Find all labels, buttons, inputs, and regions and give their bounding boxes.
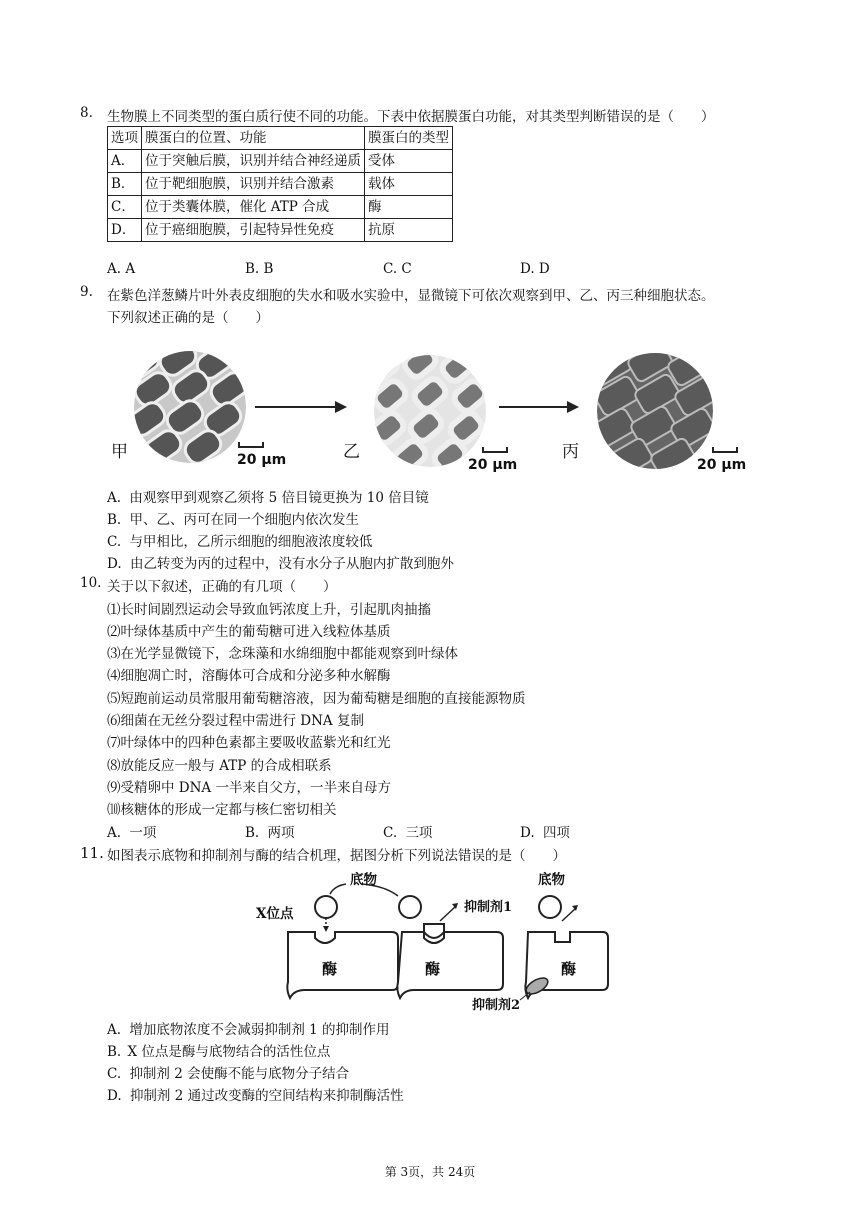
option-text: 由观察甲到观察乙须将 5 倍目镜更换为 10 倍目镜 <box>129 490 429 506</box>
option-text: 四项 <box>542 825 570 841</box>
q11-enzyme-figure <box>250 866 620 1016</box>
table-row <box>108 196 453 219</box>
q9-option-d[interactable] <box>107 552 454 572</box>
q11-number: 11. <box>80 844 104 862</box>
table-row <box>108 173 453 196</box>
table-cell: C． <box>108 196 142 219</box>
option-letter: D. <box>520 825 535 841</box>
q10-option-c[interactable] <box>383 821 432 841</box>
q9-option-b[interactable] <box>107 508 359 528</box>
option-letter: C. <box>107 1066 122 1082</box>
table-cell: D． <box>108 219 142 242</box>
q10-stem: 关于以下叙述，正确的有几项（ ） <box>107 579 337 595</box>
label-yi: 乙 <box>343 442 360 462</box>
option-letter: D. <box>107 1088 122 1104</box>
substrate-circle <box>539 896 561 918</box>
substrate-label: 底物 <box>538 872 565 888</box>
table-cell: 位于癌细胞膜，引起特异性免疫 <box>142 219 365 242</box>
option-text: X 位点是酶与底物结合的活性位点 <box>127 1044 331 1060</box>
table-cell: 载体 <box>365 173 453 196</box>
q9-microscope-figure <box>105 345 765 480</box>
table-row <box>108 219 453 242</box>
table-header: 膜蛋白的位置、功能 <box>142 127 365 150</box>
option-text: 甲、乙、丙可在同一个细胞内依次发生 <box>129 512 360 528</box>
enzyme-shape <box>287 932 398 998</box>
option-letter: A. <box>107 490 122 506</box>
option-text: 抑制剂 2 会使酶不能与底物分子结合 <box>129 1066 350 1082</box>
q11-option-b[interactable] <box>107 1040 330 1060</box>
option-text: 增加底物浓度不会减弱抑制剂 1 的抑制作用 <box>129 1022 390 1038</box>
q10-item: ⑶在光学显微镜下，念珠藻和水绵细胞中都能观察到叶绿体 <box>107 646 458 662</box>
label-bing: 丙 <box>562 442 579 462</box>
q8-stem: 生物膜上不同类型的蛋白质行使不同的功能。下表中依据膜蛋白功能，对其类型判断错误的是（ ） <box>107 109 715 125</box>
q11-option-a[interactable] <box>107 1018 390 1038</box>
q9-option-c[interactable] <box>107 530 372 550</box>
cell-jia-image <box>121 345 250 467</box>
scale-label-jia: 20 μm <box>237 452 287 468</box>
option-text: 两项 <box>267 825 295 841</box>
enzyme-label: 酶 <box>425 960 441 978</box>
option-letter: B. <box>107 512 122 528</box>
scale-bar-yi <box>483 447 507 452</box>
q8-option-d[interactable]: D. D <box>520 261 550 277</box>
q9-number: 9. <box>80 284 93 300</box>
option-text: 三项 <box>405 825 433 841</box>
option-letter: C. <box>107 534 122 550</box>
option-text: 与甲相比，乙所示细胞的细胞液浓度较低 <box>129 534 373 550</box>
inhibitor1-label: 抑制剂1 <box>464 900 513 915</box>
enzyme-shape <box>397 932 503 998</box>
q8-number: 8. <box>80 105 93 121</box>
arrow-icon <box>255 401 347 413</box>
page-footer: 第 3页，共 24页 <box>384 1165 476 1179</box>
table-header: 选项 <box>108 127 142 150</box>
x-site-label: X位点 <box>256 906 294 922</box>
option-text: 由乙转变为丙的过程中，没有水分子从胞内扩散到胞外 <box>129 556 454 572</box>
scale-label-yi: 20 μm <box>468 457 518 473</box>
table-row <box>108 150 453 173</box>
option-text: 一项 <box>129 825 157 841</box>
q11-option-d[interactable] <box>107 1084 404 1104</box>
enzyme-label: 酶 <box>322 960 338 978</box>
inhibitor2-label: 抑制剂2 <box>472 998 521 1013</box>
substrate-circle <box>315 896 337 918</box>
q9-stem-line1: 在紫色洋葱鳞片叶外表皮细胞的失水和吸水实验中，显微镜下可依次观察到甲、乙、丙三种细胞状态。 <box>107 288 715 304</box>
table-cell: A． <box>108 150 142 173</box>
q10-item: ⑼受精卵中 DNA 一半来自父方，一半来自母方 <box>107 780 391 796</box>
q11-option-c[interactable] <box>107 1062 349 1082</box>
q10-number: 10. <box>80 575 102 591</box>
table-header: 膜蛋白的类型 <box>365 127 453 150</box>
q8-option-c[interactable]: C. C <box>383 261 412 277</box>
q10-item: ⑻放能反应一般与 ATP 的合成相联系 <box>107 758 332 774</box>
table-cell: 酶 <box>365 196 453 219</box>
cell-yi-image <box>363 345 488 474</box>
q10-item: ⑽核糖体的形成一定都与核仁密切相关 <box>107 802 337 818</box>
q9-option-a[interactable] <box>107 486 429 506</box>
table-cell: B． <box>108 173 142 196</box>
q10-item: ⑹细菌在无丝分裂过程中需进行 DNA 复制 <box>107 713 364 729</box>
q9-stem-line2: 下列叙述正确的是（ ） <box>107 310 269 326</box>
substrate-label: 底物 <box>350 872 377 888</box>
q10-item: ⑺叶绿体中的四种色素都主要吸收蓝紫光和红光 <box>107 735 391 751</box>
q10-item: ⑵叶绿体基质中产生的葡萄糖可进入线粒体基质 <box>107 624 391 640</box>
q8-option-b[interactable]: B. B <box>245 261 274 277</box>
q10-item: ⑷细胞凋亡时，溶酶体可合成和分泌多种水解酶 <box>107 668 391 684</box>
option-letter: C. <box>383 825 398 841</box>
table-cell: 位于突触后膜，识别并结合神经递质 <box>142 150 365 173</box>
table-cell: 受体 <box>365 150 453 173</box>
q10-item: ⑴长时间剧烈运动会导致血钙浓度上升，引起肌肉抽搐 <box>107 602 431 618</box>
label-jia: 甲 <box>111 442 128 462</box>
substrate-circle <box>399 896 421 918</box>
q8-option-a[interactable]: A. A <box>107 261 136 277</box>
q10-option-d[interactable] <box>520 821 570 841</box>
inhibitor1-shape <box>424 924 444 938</box>
option-letter: A. <box>107 825 122 841</box>
scale-bar-bing <box>713 447 737 452</box>
q10-option-b[interactable] <box>245 821 295 841</box>
option-letter: A. <box>107 1022 122 1038</box>
table-cell: 抗原 <box>365 219 453 242</box>
table-cell: 位于靶细胞膜，识别并结合激素 <box>142 173 365 196</box>
arrow-icon <box>499 401 579 413</box>
q8-table <box>107 126 453 242</box>
scale-label-bing: 20 μm <box>697 457 747 473</box>
option-letter: B. <box>245 825 260 841</box>
q10-item: ⑸短跑前运动员常服用葡萄糖溶液，因为葡萄糖是细胞的直接能源物质 <box>107 691 526 707</box>
table-header-row <box>108 127 453 150</box>
q11-stem: 如图表示底物和抑制剂与酶的结合机理，据图分析下列说法错误的是（ ） <box>107 848 566 864</box>
option-letter: D. <box>107 556 122 572</box>
scale-bar-jia <box>239 442 263 447</box>
enzyme-label: 酶 <box>561 960 577 978</box>
option-letter: B. <box>107 1044 122 1060</box>
q10-option-a[interactable] <box>107 821 156 841</box>
option-text: 抑制剂 2 通过改变酶的空间结构来抑制酶活性 <box>129 1088 404 1104</box>
table-cell: 位于类囊体膜，催化 ATP 合成 <box>142 196 365 219</box>
